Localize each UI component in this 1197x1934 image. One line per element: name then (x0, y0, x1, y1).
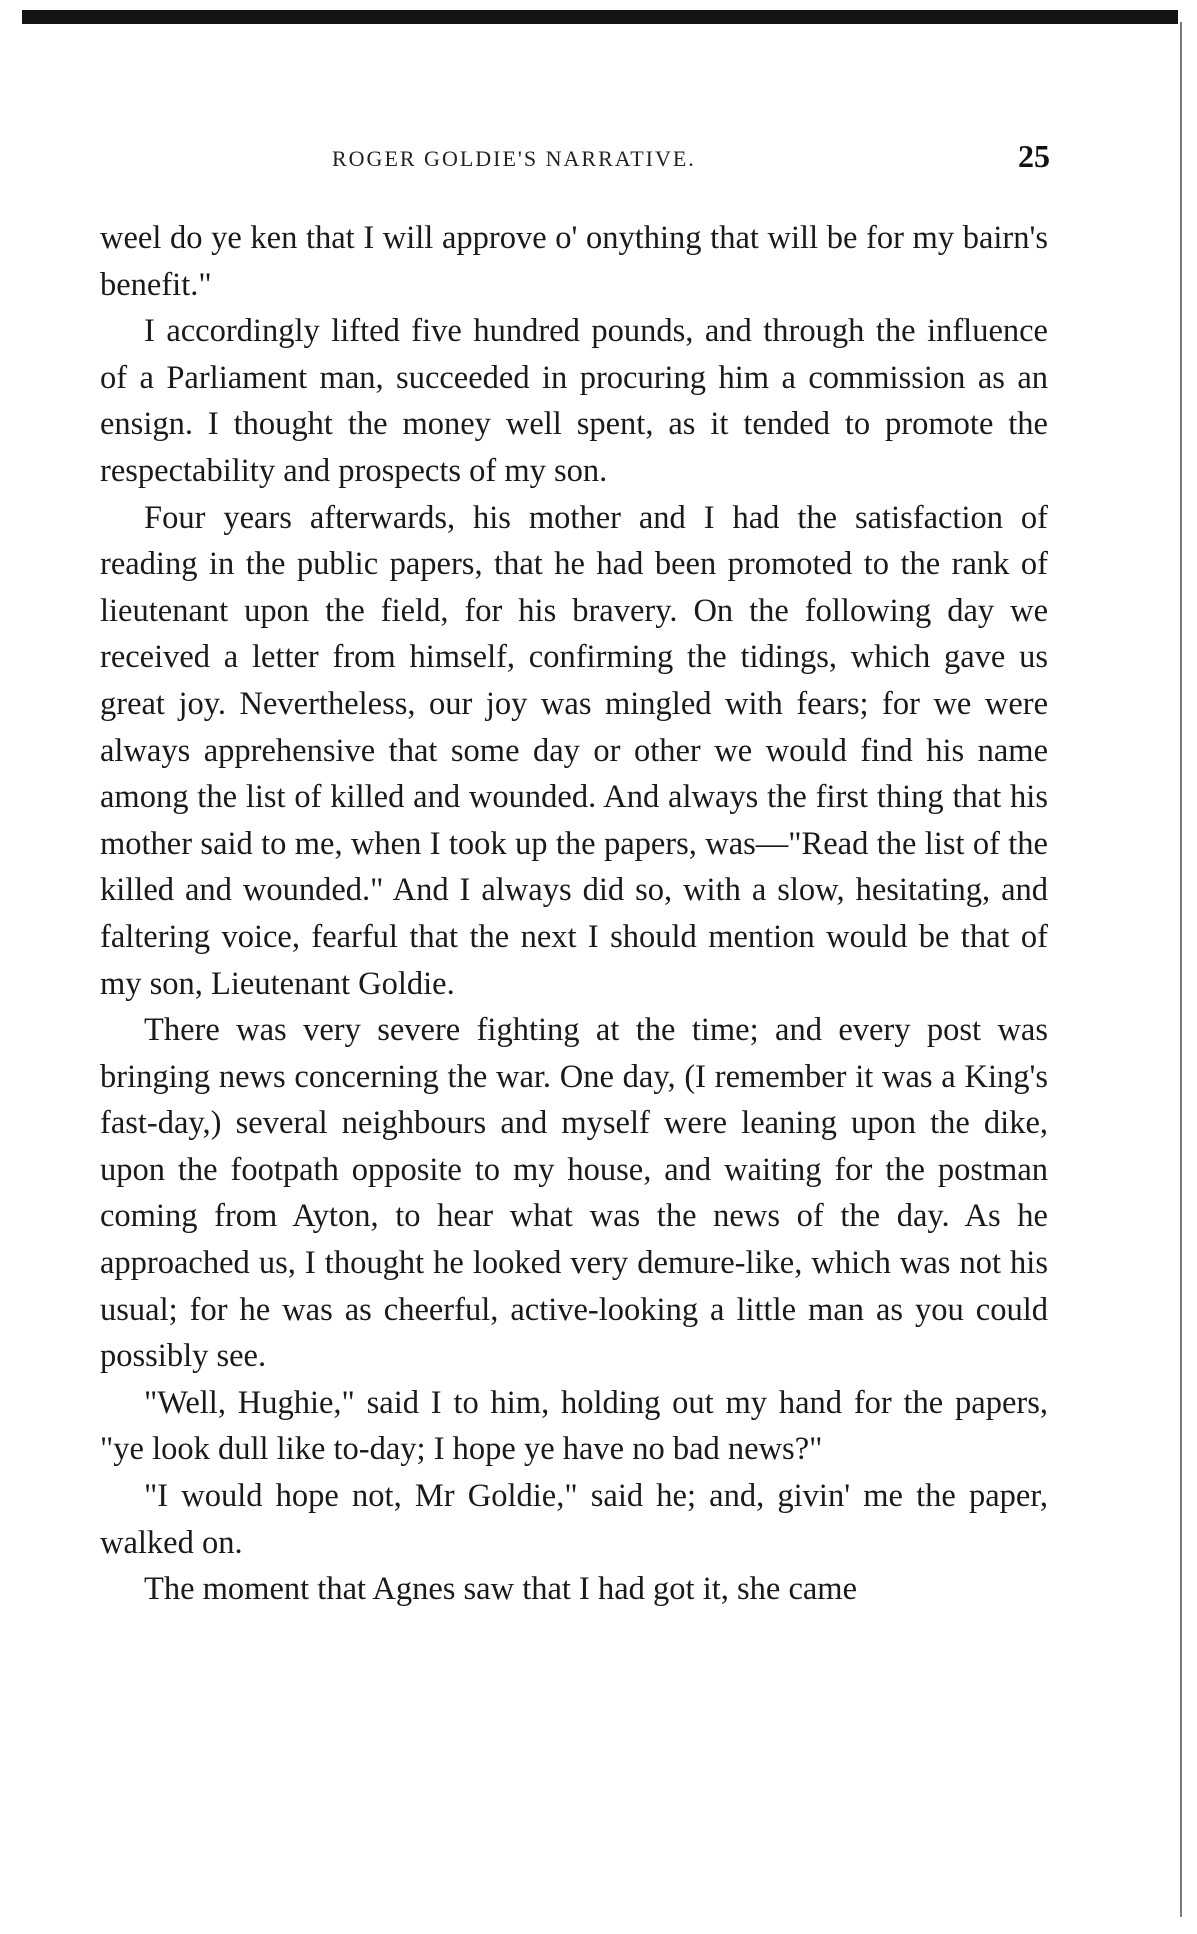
right-page-edge (1180, 22, 1182, 1917)
paragraph: Four years afterwards, his mother and I had the satisfaction of reading in the public papers, that he had been promoted to the rank of lieutenant upon the field, for his bravery. On the following day we received a letter from himself, confirming the tidings, which gave us great joy. Nevertheless, our joy was mingled with fears; for we were always apprehensive that some day or other we would find his name among the list of killed and wounded. And always the first thing that his mother said to me, when I took up the papers, was—"Read the list of the killed and wounded." And I always did so, with a slow, hesitating, and faltering voice, fearful that the next I should mention would be that of my son, Lieutenant Goldie. (100, 499, 1048, 1002)
top-border-rule (22, 10, 1178, 24)
running-head: ROGER GOLDIE'S NARRATIVE. (332, 146, 696, 171)
paragraph: I accordingly lifted five hundred pounds, and through the influence of a Parliament man, succeeded in procuring him a commission as an ensign. I thought the money well spent, as it tended to promote the respectability and prospects of my son. (100, 313, 1048, 489)
paragraph: "Well, Hughie," said I to him, holding out my hand for the papers, "ye look dull like to-day; I hope ye have no bad news?" (100, 1384, 1048, 1468)
page-header (100, 138, 1050, 178)
paragraph: There was very severe fighting at the time; and every post was bringing news concerning the war. One day, (I remember it was a King's fast-day,) several neighbours and myself were leaning upon the dike, upon the footpath opposite to my house, and waiting for the postman coming from Ayton, to hear what was the news of the day. As he approached us, I thought he looked very demure-like, which was not his usual; for he was as cheerful, active-looking a little man as you could possibly see. (100, 1012, 1048, 1375)
paragraph: "I would hope not, Mr Goldie," said he; and, givin' me the paper, walked on. (100, 1478, 1048, 1561)
paragraph: The moment that Agnes saw that I had got it, she came (144, 1571, 858, 1608)
page-number: 25 (1018, 138, 1050, 174)
paragraph: weel do ye ken that I will approve o' onything that will be for my bairn's benefit." (100, 220, 1048, 303)
body-text (100, 215, 1048, 1613)
